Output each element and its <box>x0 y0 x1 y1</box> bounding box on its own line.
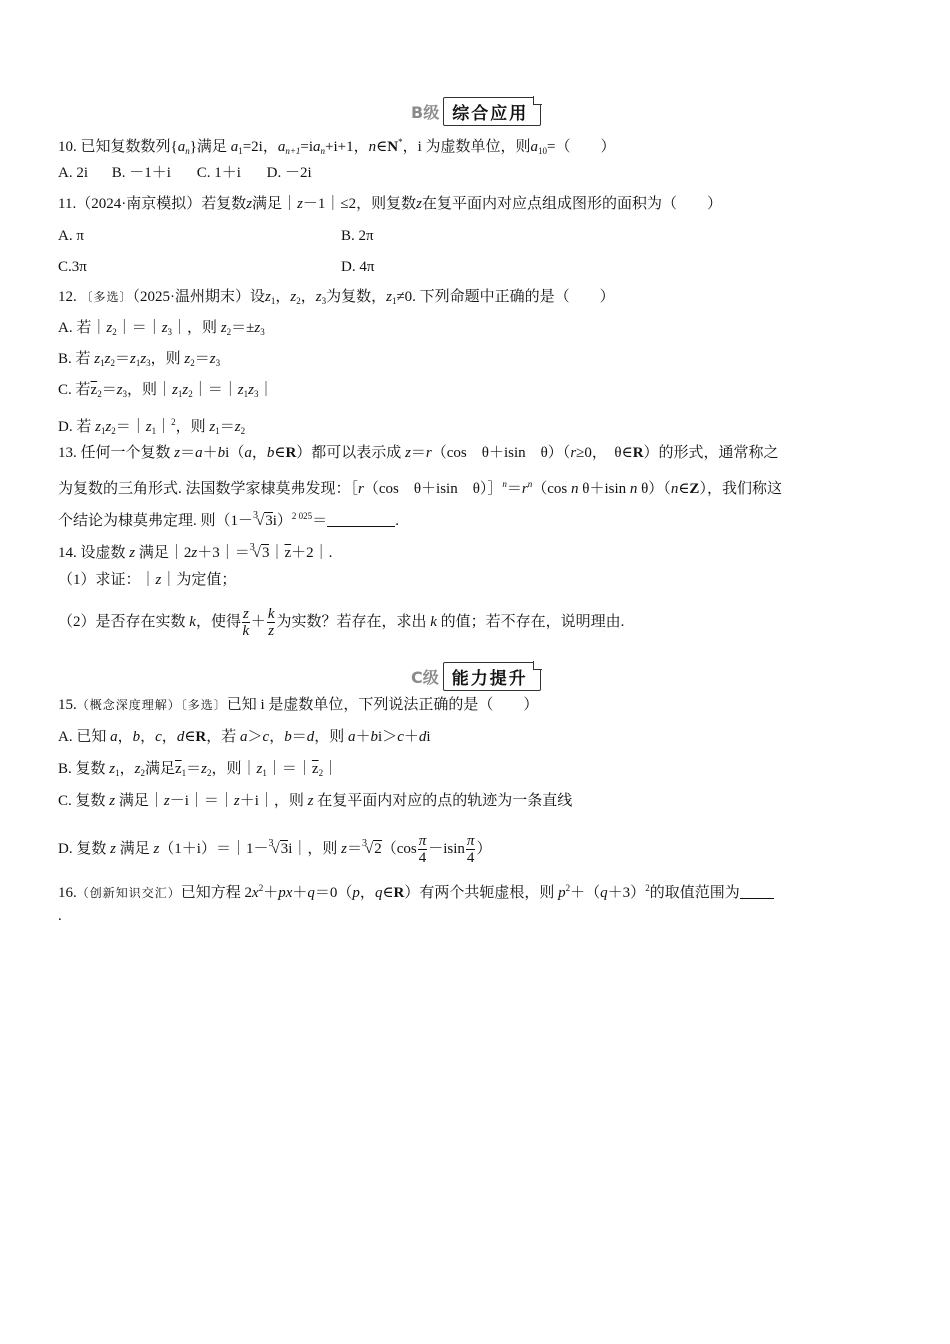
question-14-part2: （2）是否存在实数 k，使得 $\frac{z}{k}$ ＋ $\frac{k}{z}$ 为实数？若存在，求出 k 的值；若不存在，说明理由. <box>58 606 625 640</box>
option-a[interactable]: A. 2i <box>58 165 88 181</box>
section-title: 能力提升 <box>443 662 541 691</box>
trailing-period: . <box>58 908 62 924</box>
option-d[interactable]: D. 若 $z_1z_2=|z_1|^2$，则 $z_1=z_2$ <box>58 417 246 436</box>
question-15: 15.（概念深度理解）〔多选〕已知 i 是虚数单位，下列说法正确的是（ ） <box>58 697 539 713</box>
section-c-header <box>405 663 541 690</box>
option-a[interactable]: A. 已知 a，b，c，d∈R，若 a＞c，b＝d，则 a＋bi＞c＋di <box>58 729 431 745</box>
fraction-pi-over-4: $\frac{\pi}{4}$ <box>418 833 427 867</box>
fraction-pi-over-4: $\frac{\pi}{4}$ <box>466 833 475 867</box>
question-12: 12. 〔多选〕（2025·温州期末）设$z_1$，$z_2$，$z_3$为复数，$z_1\ne 0$. 下列命题中正确的是（ ） <box>58 289 615 306</box>
multi-choice-tag: 〔多选〕 <box>80 290 133 304</box>
question-14: 14. 设虚数 z 满足$|2z+3|=^3√3|\overline{z}+2|$. <box>58 542 333 561</box>
section-level: B级 <box>411 103 440 122</box>
option-c[interactable]: C. 1＋i <box>196 165 241 181</box>
question-11: 11.（2024·南京模拟）若复数z满足｜z－1｜≤2，则复数z在复平面内对应点组成图形的面积为（ ） <box>58 196 722 212</box>
section-level: C级 <box>411 668 439 687</box>
question-13-line2: 为复数的三角形式. 法国数学家棣莫弗发现：［r（cos θ＋isin $\theta)]^n=r^n(\cos$ n θ＋isin n θ）（n∈Z），我们称这 <box>58 479 782 497</box>
question-tag: （创新知识交汇） <box>76 886 181 900</box>
option-a[interactable]: A. π <box>58 228 84 244</box>
option-d[interactable]: D. －2i <box>266 165 312 181</box>
option-b[interactable]: B. 复数 $z_1$，$z_2$满足$\overline{z}_1=z_2$，则$|z_1|=|\overline{z}_2|$ <box>58 761 339 778</box>
section-b-header <box>405 98 541 125</box>
question-16: 16.（创新知识交汇）已知方程 $2x^2+px+q=0(p$，q∈R）有两个共轭虚根，则 $p^2+(q+3)^2$的取值范围为 <box>58 878 774 903</box>
question-14-part1: （1）求证：｜z｜为定值； <box>58 572 237 588</box>
option-c[interactable]: C. 若$\overline{z}_2=z_3$，则$|z_1z_2|=|z_1z_3|$ <box>58 382 274 399</box>
answer-blank[interactable] <box>740 884 774 899</box>
fraction-k-over-z: $\frac{k}{z}$ <box>267 606 275 640</box>
question-tag: （概念深度理解）〔多选〕 <box>76 698 227 712</box>
option-c[interactable]: C. 复数 z 满足｜z－i｜＝｜z＋i｜，则 z 在复平面内对应的点的轨迹为一条直线 <box>58 793 573 809</box>
option-a[interactable]: A. 若$|z_2|=|z_3|$，则 $z_2=\pm z_3$ <box>58 320 265 337</box>
option-d[interactable]: D. 4π <box>341 259 375 275</box>
option-b[interactable]: B. 若 $z_1z_2=z_1z_3$，则 $z_2=z_3$ <box>58 351 221 368</box>
question-13-line3: 个结论为棣莫弗定理. 则$(1-^3√3i)^{2 025}=$ . <box>58 510 399 529</box>
fraction-z-over-k: $\frac{z}{k}$ <box>242 606 250 640</box>
option-b[interactable]: B. －1＋i <box>111 165 171 181</box>
option-c[interactable]: C.3π <box>58 259 87 275</box>
section-title: 综合应用 <box>443 97 541 126</box>
question-10: 10. 已知复数数列$\{a_n\}$满足 $a_1=2i$，$a_{n+1}=ia_n+i+1$，n∈N*，i 为虚数单位，则$a_{10}=$（ ） <box>58 137 616 156</box>
question-10-options <box>58 163 312 183</box>
option-b[interactable]: B. 2π <box>341 228 374 244</box>
answer-blank[interactable] <box>327 512 395 527</box>
question-13-line1: 13. 任何一个复数 z＝a＋bi（a，b∈R）都可以表示成 z＝r（cos θ＋isin θ）（r≥0， θ∈R）的形式，通常称之 <box>58 445 779 461</box>
option-d[interactable]: D. 复数 z 满足 z（1＋i）＝｜1－$^3$√3i｜，则 z＝$^3$√2（cos $\frac{\pi}{4}$ －isin $\frac{\pi}{4}$ ） <box>58 833 492 867</box>
